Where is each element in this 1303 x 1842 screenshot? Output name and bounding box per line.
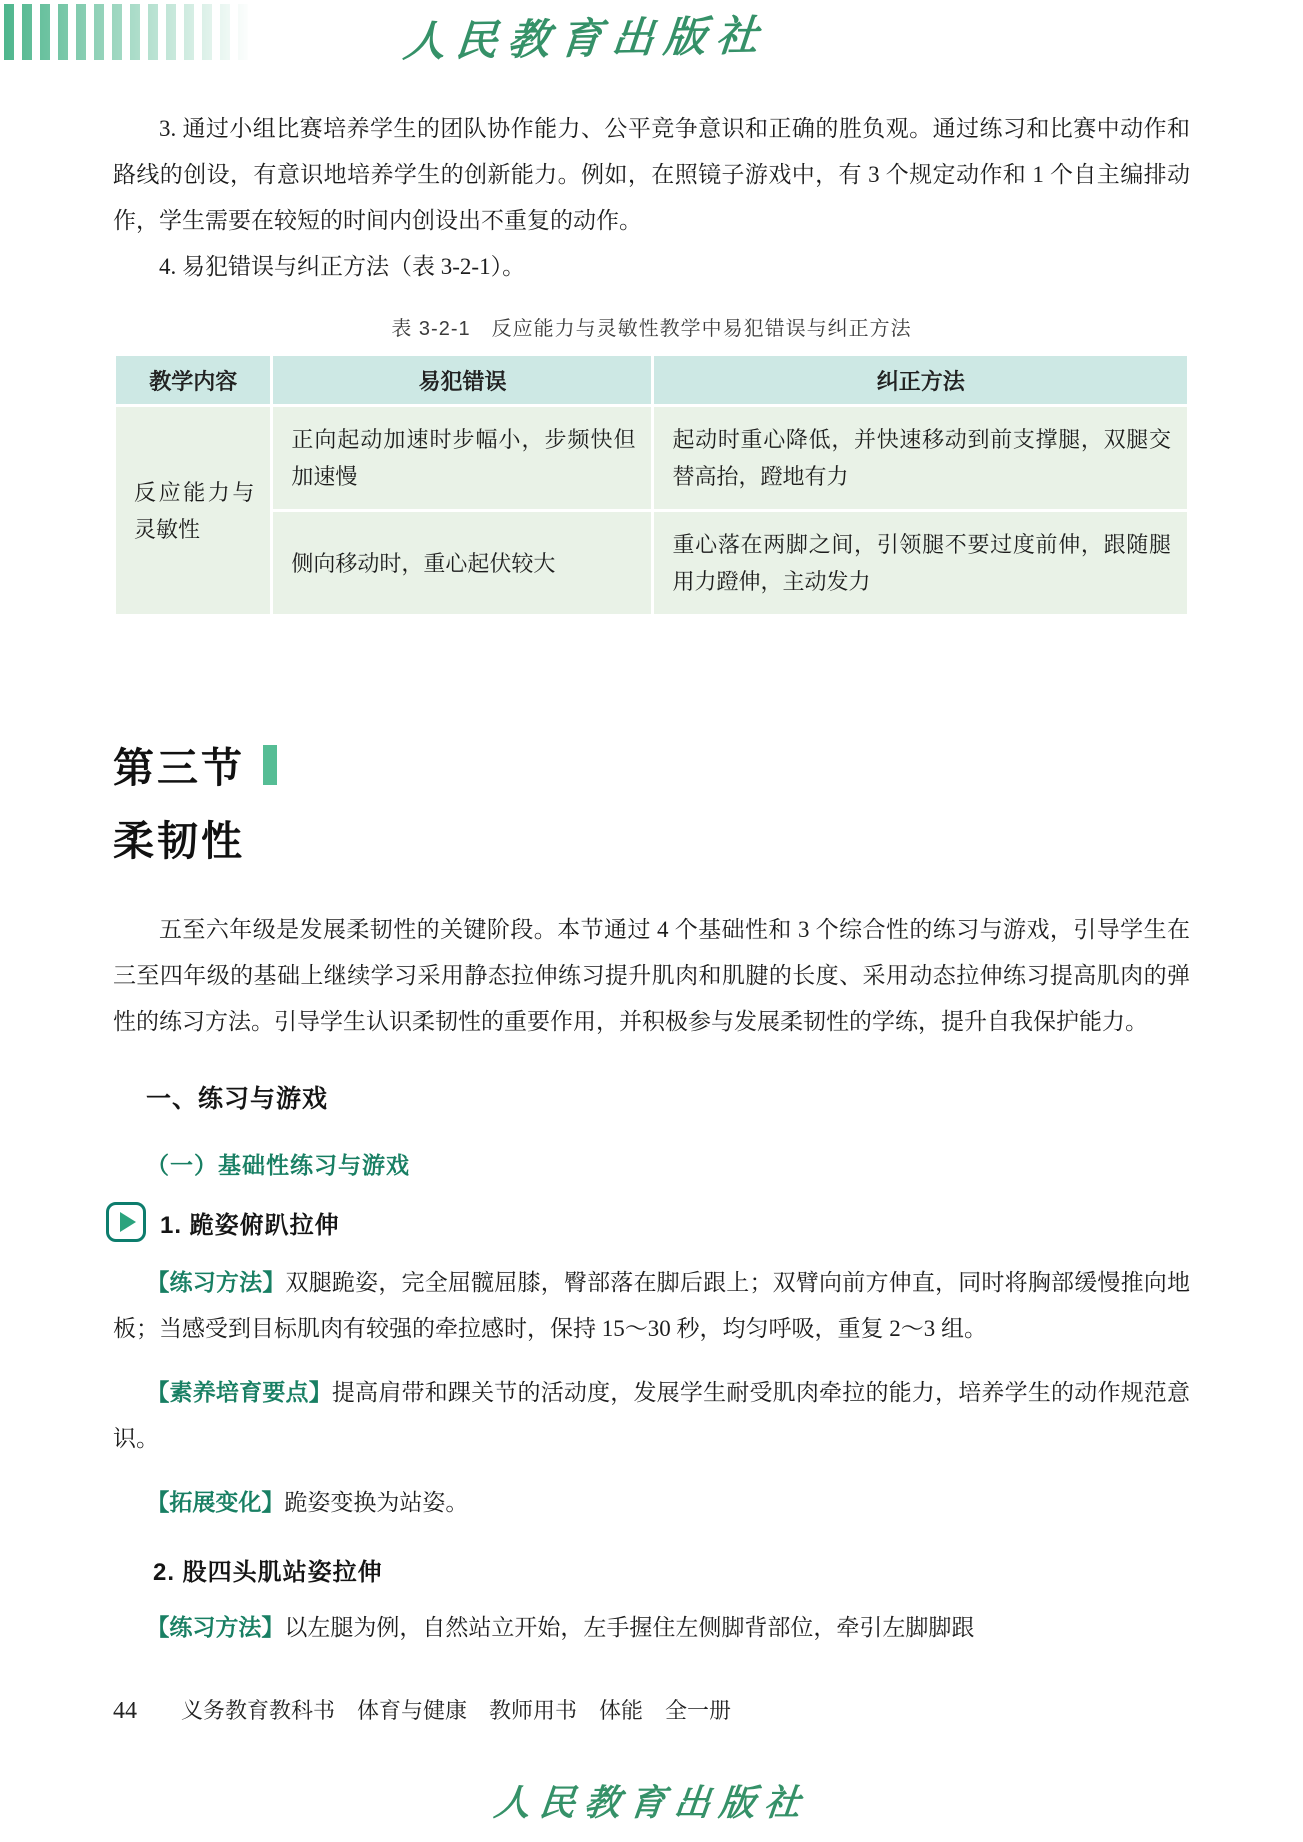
- table-cell-correction-2: 重心落在两脚之间，引领腿不要过度前伸，跟随腿用力蹬伸，主动发力: [654, 512, 1187, 614]
- exercise-1-extend: [113, 1480, 1190, 1526]
- quality-label: 【素养培育要点】: [146, 1380, 332, 1405]
- section-heading: [113, 735, 1190, 867]
- green-bar-decoration: [263, 745, 277, 785]
- error-correction-table: [113, 353, 1190, 617]
- paragraph-item-4: 4. 易犯错误与纠正方法（表 3-2-1）。: [159, 254, 526, 279]
- decorative-fading-bars: [4, 4, 252, 60]
- page-content: [113, 106, 1190, 1651]
- page-footer: [113, 1694, 1190, 1725]
- table-header-common-errors: 易犯错误: [273, 356, 651, 404]
- table-cell-correction-1: 起动时重心降低，并快速移动到前支撑腿，双腿交替高抬，蹬地有力: [654, 407, 1187, 509]
- method-label: 【练习方法】: [146, 1615, 285, 1640]
- table-cell-error-1: 正向起动加速时步幅小，步频快但加速慢: [273, 407, 651, 509]
- book-title: 义务教育教科书 体育与健康 教师用书 体能 全一册: [181, 1698, 732, 1723]
- table-header-row: [116, 356, 1187, 404]
- table-caption: 表 3-2-1 反应能力与灵敏性教学中易犯错误与纠正方法: [391, 318, 912, 340]
- exercise-1-title: 1. 跪姿俯趴拉伸: [160, 1211, 340, 1239]
- subsection-heading-practice-games: 一、练习与游戏: [146, 1085, 329, 1113]
- publisher-logo-top: 人民教育出版社: [400, 10, 770, 67]
- table-header-teaching-content: 教学内容: [116, 356, 270, 404]
- subsection-heading-basic-practice: （一）基础性练习与游戏: [146, 1153, 410, 1178]
- method-text: 以左腿为例，自然站立开始，左手握住左侧脚背部位，牵引左脚脚跟: [284, 1615, 975, 1640]
- table-header-correction-methods: 纠正方法: [654, 356, 1187, 404]
- table-cell-category: 反应能力与灵敏性: [116, 407, 270, 614]
- publisher-logo-bottom: 人民教育出版社: [491, 1782, 811, 1824]
- section-title: 柔韧性: [113, 818, 245, 864]
- section-number: 第三节: [113, 745, 245, 791]
- page-number: 44: [113, 1698, 137, 1724]
- table-row: [116, 407, 1187, 509]
- method-text: 双腿跪姿，完全屈髋屈膝，臀部落在脚后跟上；双臂向前方伸直，同时将胸部缓慢推向地板；当感受到目标肌肉有较强的牵拉感时，保持 15～30 秒，均匀呼吸，重复 2～3 组。: [113, 1270, 1191, 1341]
- extend-text: 跪姿变换为站姿。: [284, 1490, 469, 1515]
- exercise-1-method: [113, 1260, 1190, 1352]
- exercise-1-title-row: [113, 1202, 1190, 1242]
- exercise-2-method: [113, 1605, 1190, 1651]
- method-label: 【练习方法】: [146, 1270, 286, 1295]
- extend-label: 【拓展变化】: [146, 1490, 285, 1515]
- exercise-1-quality: [113, 1370, 1190, 1462]
- quality-text: 提高肩带和踝关节的活动度，发展学生耐受肌肉牵拉的能力，培养学生的动作规范意识。: [113, 1380, 1191, 1451]
- section-intro-paragraph: 五至六年级是发展柔韧性的关键阶段。本节通过 4 个基础性和 3 个综合性的练习与游戏，引导学生在三至四年级的基础上继续学习采用静态拉伸练习提升肌肉和肌腱的长度、采用动态拉伸练习提高肌肉的弹性的练习方法。引导学生认识柔韧性的重要作用，并积极参与发展柔韧性的学练，提升自我保护能力。: [113, 917, 1190, 1034]
- paragraph-item-3: 3. 通过小组比赛培养学生的团队协作能力、公平竞争意识和正确的胜负观。通过练习和比赛中动作和路线的创设，有意识地培养学生的创新能力。例如，在照镜子游戏中，有 3 个规定动作和 1 个自主编排动作，学生需要在较短的时间内创设出不重复的动作。: [113, 116, 1190, 233]
- play-icon[interactable]: [106, 1202, 146, 1242]
- table-cell-error-2: 侧向移动时，重心起伏较大: [273, 512, 651, 614]
- exercise-2-title: 2. 股四头肌站姿拉伸: [153, 1559, 383, 1586]
- table-row: [116, 512, 1187, 614]
